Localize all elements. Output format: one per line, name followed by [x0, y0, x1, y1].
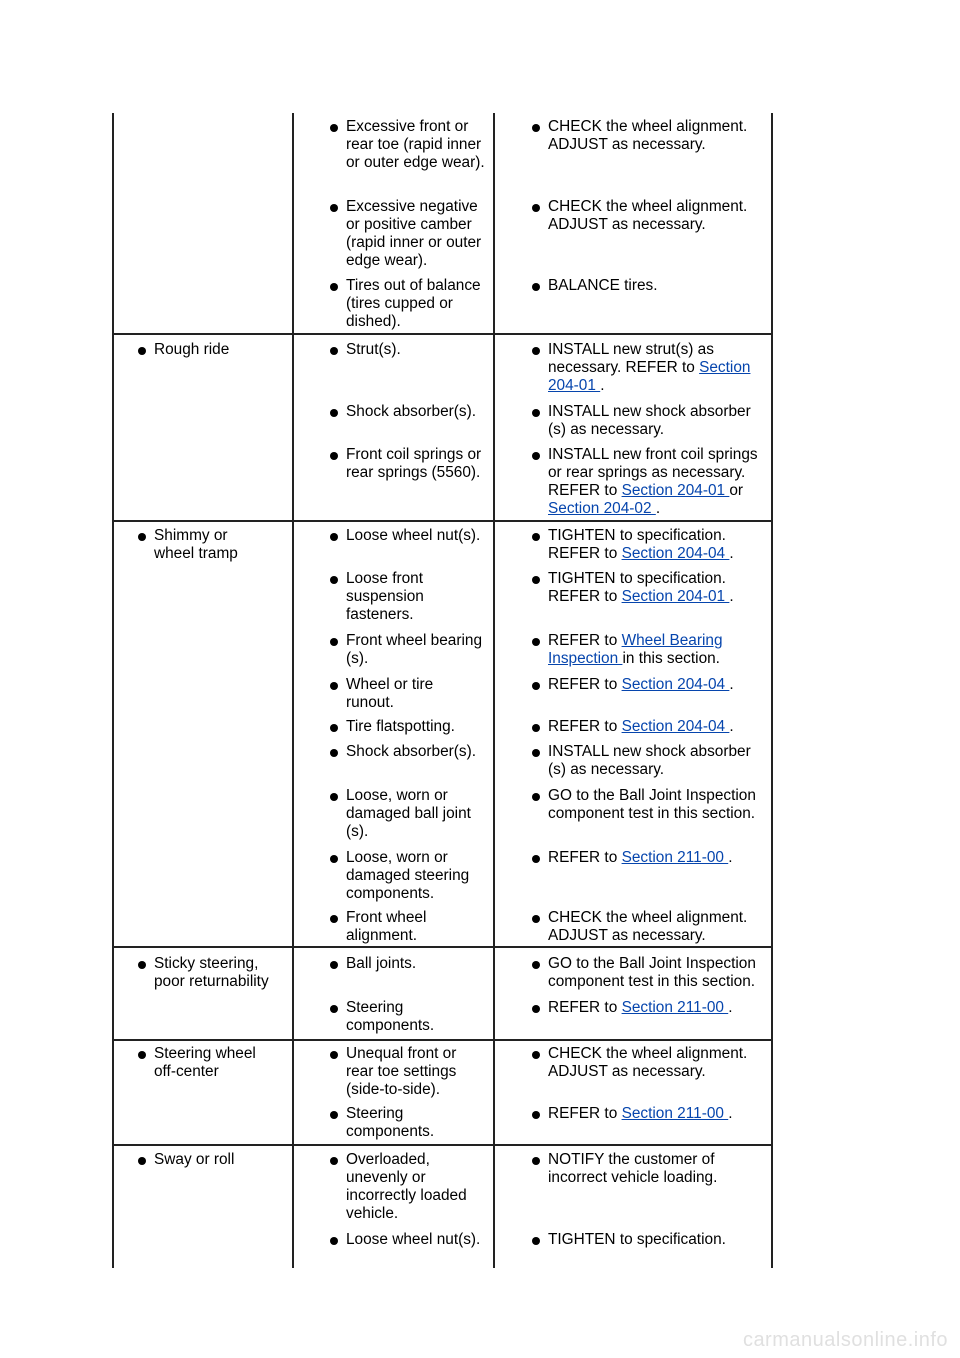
bullet-icon: [138, 347, 146, 355]
bullet-icon: [532, 638, 540, 646]
bullet-icon: [330, 283, 338, 291]
bullet-icon: [330, 749, 338, 757]
bullet-icon: [532, 1005, 540, 1013]
bullet-icon: [138, 1051, 146, 1059]
bullet-icon: [532, 204, 540, 212]
bullet-icon: [330, 1237, 338, 1245]
table-border-col3: [493, 113, 495, 1268]
section-link[interactable]: Section 204-01: [621, 482, 730, 499]
bullet-icon: [138, 1157, 146, 1165]
diagnosis-table: Excessive front or rear toe (rapid inner or outer edge wear). CHECK the wheel alignment. ADJUST as necessary. Excessive negative or positive camber (rapid inner or outer edge wear). CHECK the wheel alignment. ADJUST as necessary. Tires out of balance (tires cupped or dished). BALANCE tires. Rough ride Strut(s). INSTALL new strut(s) as necessary. REFER to Section 204-01 . Shock absorber(s). INSTALL new shock absorber (s) as necessary. Front coil springs or rear springs (5560). INSTALL new front coil springs or rear springs as necessary. REFER to Section 204-01 or Section 204-02 . Shimmy or wheel tramp Loose wheel nut(s). TIGHTEN to specification. REFER to Section 204-04 . Loose front suspension fasteners. TIGHTEN to specification. REFER to Section 204-01 . Front wheel bearing (s). REFER to Wheel Bearing Inspection in this section. Wheel or tire runout. REFER to Section 204-04 . Tire flatspotting. REFER to Section 204-04 . Shock absorber(s). INSTALL new shock absorber (s) as necessary. Loose, worn or damaged ball joint (s). GO to the Ball Joint Inspection component test in this section. Loose, worn or damaged steering components. REFER to Section 211-00 . Front wheel alignment. CHECK the wheel alignment. ADJUST as necessary. Sticky steering, poor returnability Ball joints. GO to the Ball Joint Inspection component test in this section. Steering components. REFER to Section 211-00 . Steering wheel off-center Unequal front or rear toe settings (side-to-side). CHECK the wheel alignment. ADJUST as necessary. Steering components. REFER to Section 211-00 . Sway or roll Overloaded, unevenly or incorrectly loaded vehicle. NOTIFY the customer of incorrect vehicle loading. Loose wheel nut(s). TIGHTEN to specification. carmanualsonline.info: [0, 0, 960, 1358]
bullet-icon: [532, 793, 540, 801]
bullet-icon: [138, 961, 146, 969]
bullet-icon: [532, 533, 540, 541]
bullet-icon: [532, 1157, 540, 1165]
bullet-icon: [330, 409, 338, 417]
section-link[interactable]: Section 204-04: [621, 676, 730, 693]
bullet-icon: [532, 576, 540, 584]
bullet-icon: [330, 724, 338, 732]
bullet-icon: [532, 915, 540, 923]
site-watermark: carmanualsonline.info: [742, 1329, 948, 1351]
bullet-icon: [532, 724, 540, 732]
bullet-icon: [532, 749, 540, 757]
section-link[interactable]: Section 211-00: [621, 1105, 729, 1122]
bullet-icon: [532, 1051, 540, 1059]
row-divider: [113, 1144, 772, 1146]
bullet-icon: [330, 1157, 338, 1165]
table-border-col2: [292, 113, 294, 1268]
section-link[interactable]: Wheel Bearing Inspection: [548, 632, 723, 667]
bullet-icon: [532, 409, 540, 417]
section-link[interactable]: Section 204-04: [621, 545, 730, 562]
section-link[interactable]: Section 204-02: [548, 500, 656, 517]
section-link[interactable]: Section 204-01: [548, 359, 751, 394]
bullet-icon: [138, 533, 146, 541]
bullet-icon: [330, 452, 338, 460]
bullet-icon: [532, 452, 540, 460]
row-divider: [113, 946, 772, 948]
section-link[interactable]: Section 204-01: [621, 588, 730, 605]
bullet-icon: [330, 1051, 338, 1059]
bullet-icon: [532, 347, 540, 355]
bullet-icon: [532, 283, 540, 291]
table-border-right: [771, 113, 773, 1268]
bullet-icon: [330, 961, 338, 969]
bullet-icon: [330, 855, 338, 863]
bullet-icon: [330, 793, 338, 801]
bullet-icon: [330, 638, 338, 646]
section-link[interactable]: Section 211-00: [621, 999, 729, 1016]
table-border-left: [112, 113, 114, 1268]
bullet-icon: [330, 576, 338, 584]
bullet-icon: [532, 124, 540, 132]
row-divider: [113, 520, 772, 522]
bullet-icon: [532, 961, 540, 969]
bullet-icon: [330, 204, 338, 212]
bullet-icon: [532, 1237, 540, 1245]
bullet-icon: [532, 682, 540, 690]
bullet-icon: [330, 124, 338, 132]
row-divider: [113, 1039, 772, 1041]
bullet-icon: [330, 533, 338, 541]
bullet-icon: [330, 347, 338, 355]
row-divider: [113, 333, 772, 335]
bullet-icon: [532, 1111, 540, 1119]
bullet-icon: [330, 1005, 338, 1013]
bullet-icon: [532, 855, 540, 863]
bullet-icon: [330, 915, 338, 923]
section-link[interactable]: Section 204-04: [621, 718, 730, 735]
bullet-icon: [330, 1111, 338, 1119]
section-link[interactable]: Section 211-00: [621, 849, 729, 866]
bullet-icon: [330, 682, 338, 690]
